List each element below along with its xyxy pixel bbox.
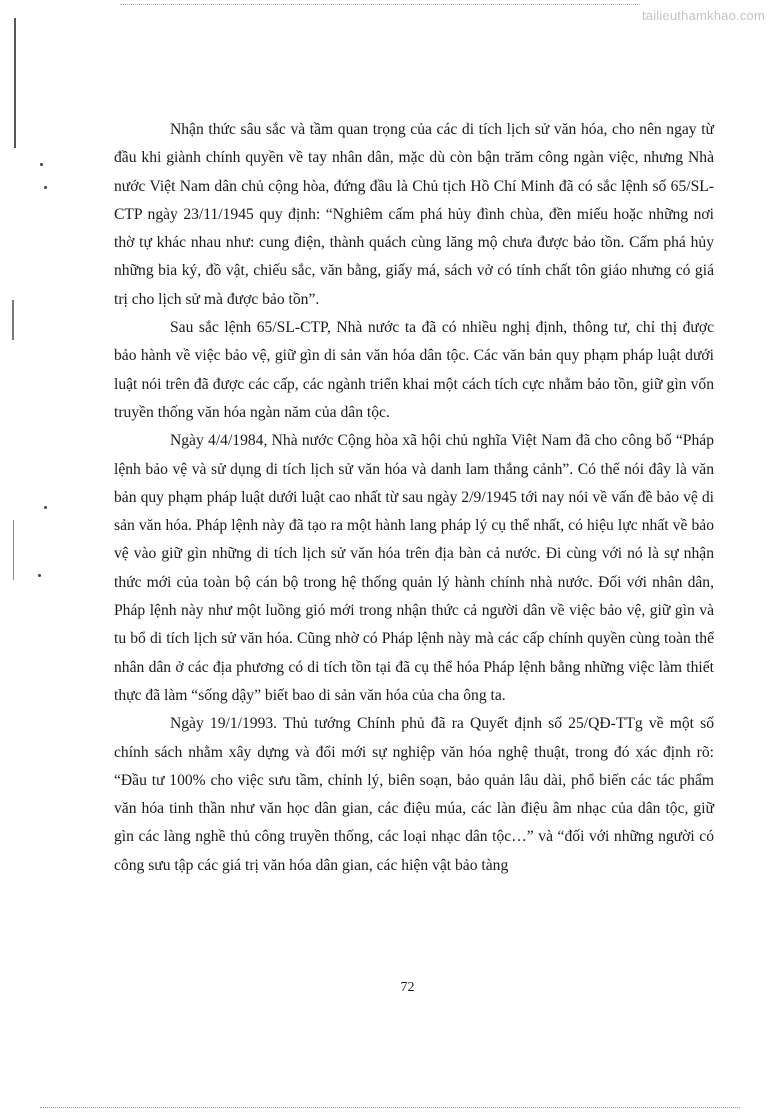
scan-speck [44, 186, 47, 189]
paragraph: Nhận thức sâu sắc và tầm quan trọng của các di tích lịch sử văn hóa, cho nên ngay từ đầu khi giành chính quyền về tay nhân dân, mặc dù còn bận trăm công ngàn việc, nhưng Nhà nước Việt Nam dân chủ cộng hòa, đứng đầu là Chủ tịch Hồ Chí Minh đã có sắc lệnh số 65/SL-CTP ngày 23/11/1945 quy định: “Nghiêm cấm phá hủy đình chùa, đền miếu hoặc những nơi thờ tự khác nhau như: cung điện, thành quách cùng lăng mộ chưa được bảo tồn. Cấm phá hủy những bia ký, đồ vật, chiếu sắc, văn bằng, giấy má, sách vở có tính chất tôn giáo nhưng có giá trị cho lịch sử mà được bảo tồn”. [114, 121, 714, 308]
paragraph: Ngày 4/4/1984, Nhà nước Cộng hòa xã hội chủ nghĩa Việt Nam đã cho công bố “Pháp lệnh bảo vệ và sử dụng di tích lịch sử văn hóa và danh lam thắng cảnh”. Có thể nói đây là văn bản quy phạm pháp luật dưới luật cao nhất từ sau ngày 2/9/1945 tới nay nói về vấn đề bảo vệ di sản văn hóa. Pháp lệnh này đã tạo ra một hành lang pháp lý cụ thể nhất, có hiệu lực nhất về bảo vệ vào giữ gìn những di tích lịch sử văn hóa trên địa bàn cả nước. Đi cùng với nó là sự nhận thức mới của toàn bộ cán bộ trong hệ thống quản lý hành chính nhà nước. Đối với nhân dân, Pháp lệnh này như một luồng gió mới trong nhận thức cả người dân về việc bảo vệ, giữ gìn và tu bổ di tích lịch sử văn hóa. Cũng nhờ có Pháp lệnh này mà các cấp chính quyền cùng toàn thể nhân dân ở các địa phương có di tích tồn tại đã cụ thể hóa Pháp lệnh bằng những việc làm thiết thực đã làm “sống dậy” biết bao di sản văn hóa của cha ông ta. [114, 432, 714, 704]
page-number: 72 [400, 980, 415, 995]
scan-edge-mark [13, 520, 14, 580]
scan-speck [40, 163, 43, 166]
scan-edge-mark [12, 300, 14, 340]
scan-edge-mark [14, 18, 16, 148]
scan-noise-top [120, 4, 640, 5]
watermark-text: tailieuthamkhao.com [641, 8, 765, 23]
paragraph: Ngày 19/1/1993. Thủ tướng Chính phủ đã ra Quyết định số 25/QĐ-TTg về một số chính sách nhằm xây dựng và đổi mới sự nghiệp văn hóa nghệ thuật, trong đó xác định rõ: “Đầu tư 100% cho việc sưu tầm, chỉnh lý, biên soạn, bảo quản lâu dài, phổ biến các tác phẩm văn hóa tinh thần như văn học dân gian, các điệu múa, các làn điệu âm nhạc của dân tộc, giữ gìn các làng nghề thủ công truyền thống, các loại nhạc dân tộc…” và “đối với những người có công sưu tập các giá trị văn hóa dân gian, các hiện vật bảo tàng [114, 715, 714, 874]
paragraph: Sau sắc lệnh 65/SL-CTP, Nhà nước ta đã có nhiều nghị định, thông tư, chỉ thị được bảo hành về việc bảo vệ, giữ gìn di sản văn hóa dân tộc. Các văn bản quy phạm pháp luật dưới luật nói trên đã được các cấp, các ngành triển khai một cách tích cực nhằm bảo tồn, giữ gìn vốn truyền thống văn hóa ngàn năm của dân tộc. [114, 319, 714, 421]
document-body [114, 116, 714, 880]
scan-speck [38, 574, 41, 577]
scan-speck [44, 506, 47, 509]
scan-noise-bottom [40, 1107, 740, 1108]
